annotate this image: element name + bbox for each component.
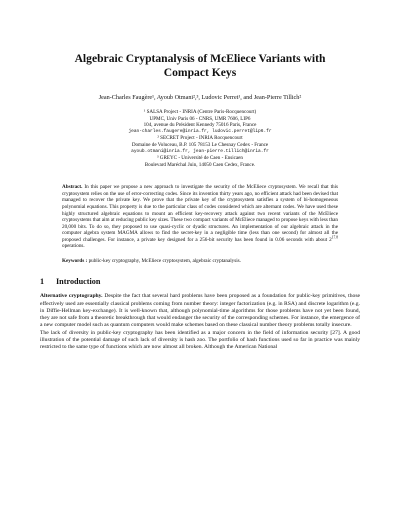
affiliation-block xyxy=(40,109,360,168)
body-paragraph xyxy=(40,330,360,352)
keywords-text: public-key cryptography, McEliece cryptosystem, algebraic cryptanalysis. xyxy=(87,257,241,264)
paragraph-text: Despite the fact that several hard problems have been proposed as a foundation for public-key primitives, those effectively used are essentially classical problems coming from number theory: integer factorization (e.g. in RSA) and discrete logarithm (e.g. in Diffie-Hellman key-exchange). It is well-known that, although polynomial-time algorithms for those problems have not yet been found, they are not safe from a theoretic breakthrough that would endanger the security of the corresponding schemes. For instance, the emergence of a new computer model such as quantum computers would make schemes based on these classical number theory problems totally insecure. xyxy=(40,293,360,329)
affiliation-line: ³ GREYC - Université de Caen - Ensicaen xyxy=(157,155,243,162)
affiliation-line: Domaine de Voluceau, B.P. 105 78153 Le Chesnay Cedex - France xyxy=(131,141,269,148)
abstract-label: Abstract. xyxy=(62,184,83,191)
paper-title: Algebraic Cryptanalysis of McEliece Variants with Compact Keys xyxy=(74,52,326,79)
abstract-text: In this paper we propose a new approach to investigate the security of the McEliece cryptosystem. We recall that this cryptosystem relies on the use of error-correcting codes. Since its invention thirty years ago, no efficient attack had been devised that managed to recover the private key. We prove that the private key of the cryptosystem satisfies a system of bi-homogeneous polynomial equations. This property is due to the particular class of codes considered which are alternant codes. We have used these highly structured algebraic equations to mount an efficient key-recovery attack against two recent variants of the McEliece cryptosystems that aim at reducing public key sizes. These two compact variants of McEliece managed to propose keys with less than 20,000 bits. To do so, they proposed to use quasi-cyclic or dyadic structures. An implementation of our algebraic attack in the computer algebra system MAGMA allows to find the secret-key in a negligible time (less than one second) for almost all the proposed challenges. For instance, a private key designed for a 256-bit security has been found in 0.06 seconds with about 2 xyxy=(62,184,338,243)
keywords xyxy=(62,258,338,265)
abstract xyxy=(62,184,338,249)
affiliation-line: ¹ SALSA Project - INRIA (Centre Paris-Rocquencourt) xyxy=(143,109,257,115)
affiliation-line: 104, avenue du Président Kennedy 75016 Paris, France xyxy=(143,122,257,129)
affiliation-line: Boulevard Maréchal Juin, 14050 Caen Cedex, France. xyxy=(144,161,256,168)
section-title: Introduction xyxy=(56,277,101,287)
affiliation-line: ² SECRET Project - INRIA Rocquencourt xyxy=(157,135,243,142)
keywords-label: Keywords : xyxy=(62,257,88,264)
paragraph-heading: Alternative cryptography. xyxy=(40,293,103,300)
abstract-exponent: 17.8 xyxy=(331,235,338,239)
paragraph-text: The lack of diversity in public-key cryptography has been identified as a major concern in the field of information security [27]. A good illustration of the potential damage of such lack of diversity is hash zoo. The portfolio of hash functions used so far in practice was mainly restricted to the same type of functions which are now almost all broken. Although the American National xyxy=(40,329,360,351)
affiliation-email: ayoub.otmani@inria.fr, jean-pierre.tillich@inria.fr xyxy=(131,148,269,154)
section-heading xyxy=(40,277,360,286)
author-list: Jean-Charles Faugère¹, Ayoub Otmani²,³, Ludovic Perret¹, and Jean-Pierre Tillich² xyxy=(98,94,302,101)
body-paragraph xyxy=(40,293,360,329)
affiliation-line: UPMC, Univ Paris 06 - CNRS, UMR 7606, LIP6 xyxy=(149,115,251,122)
abstract-end: operations. xyxy=(62,243,85,250)
section-number: 1 xyxy=(40,277,45,287)
affiliation-email: jean-charles.faugere@inria.fr, ludovic.perret@lip6.fr xyxy=(128,128,272,134)
